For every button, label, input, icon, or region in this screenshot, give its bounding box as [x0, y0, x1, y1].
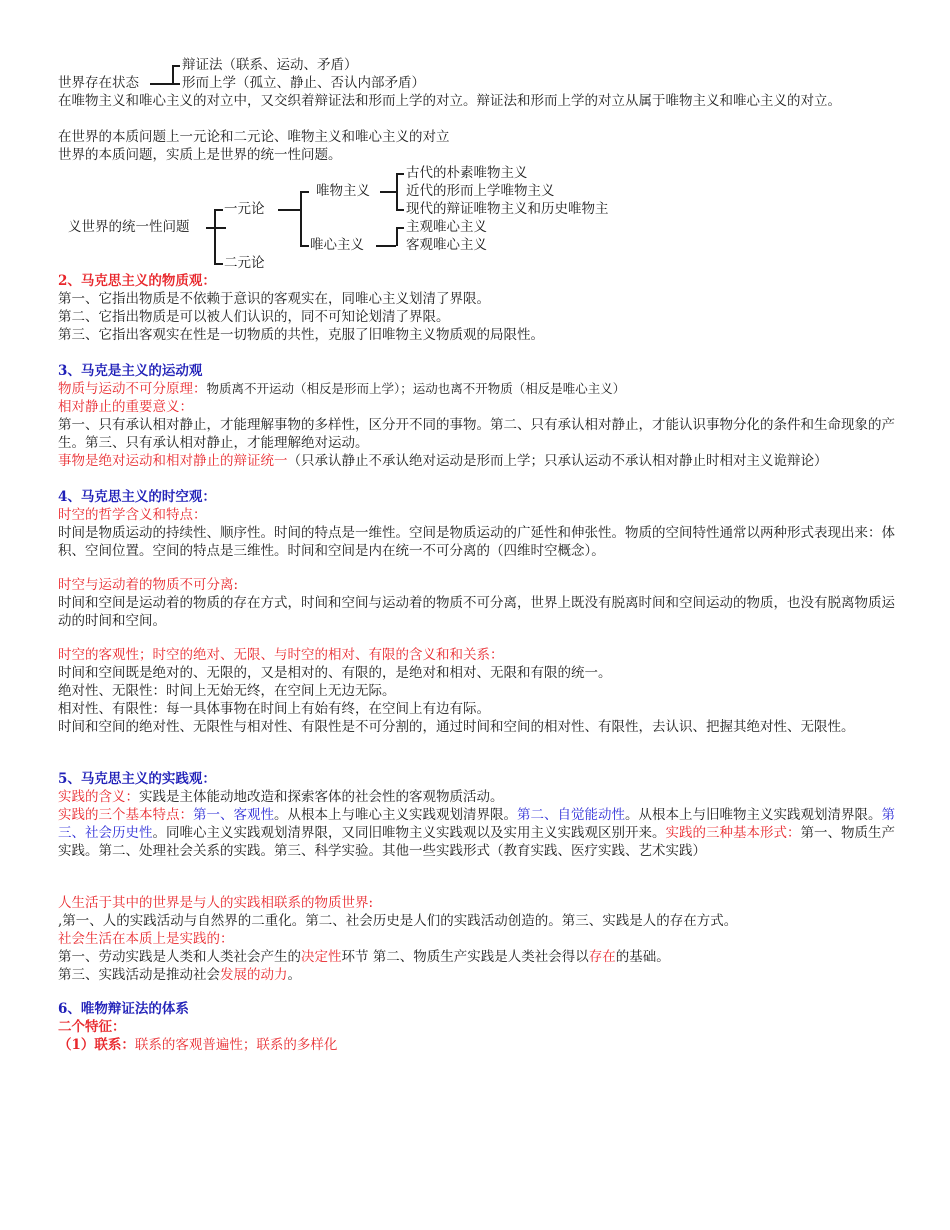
tree2-root: 义世界的统一性问题	[68, 219, 190, 235]
tree2-mat-item-contemporary: 现代的辩证唯物主义和历史唯物主	[406, 201, 609, 217]
tree2-materialism: 唯物主义	[316, 183, 370, 199]
s5-social-1c: 的基础。	[615, 949, 670, 965]
section-3-line-1	[58, 380, 898, 398]
tree2-monism: 一元论	[224, 201, 265, 217]
tree2-ideal-h	[376, 245, 396, 247]
s5-social-2-driving-force: 发展的动力	[220, 967, 288, 983]
s5-forms-label: 实践的三种基本形式：	[665, 825, 801, 841]
section-5-world-label: 人生活于其中的世界是与人的实践相联系的物质世界:	[58, 895, 374, 911]
tree1-branch-metaphysics: 形而上学（孤立、静止、否认内部矛盾）	[182, 75, 425, 91]
s5-def-label: 实践的含义：	[58, 789, 139, 805]
s6-item-text: 联系的客观普遍性；联系的多样化	[134, 1037, 338, 1053]
tree2-mat-h	[380, 191, 396, 193]
section-4-heading: 4、马克思主义的时空观：	[58, 489, 216, 505]
tree2-mat-item-modern: 近代的形而上学唯物主义	[406, 183, 555, 199]
section-2-heading: 2、马克思主义的物质观：	[58, 273, 216, 289]
s5-feature-1-text: 。从根本上与唯心主义实践观划清界限。	[274, 807, 517, 823]
s5-feature-2: 第二、自觉能动性	[517, 807, 625, 823]
s3-principle-label: 物质与运动不可分原理：	[58, 381, 207, 397]
section-4-para-3c: 相对性、有限性：每一具体事物在时间上有始有终，在空间上有边有际。	[58, 701, 490, 717]
section-4-para-3a: 时间和空间既是绝对的、无限的，又是相对的、有限的，是绝对和相对、无限和有限的统一。	[58, 665, 612, 681]
tree2-root-top	[214, 209, 223, 211]
tree2-root-v	[214, 209, 216, 263]
intro-paragraph-1: 在唯物主义和唯心主义的对立中，又交织着辩证法和形而上学的对立。辩证法和形而上学的对立从属于唯物主义和唯心主义的对立。	[58, 93, 841, 109]
tree2-ideal-v	[396, 227, 398, 246]
section-6-item-1	[58, 1036, 898, 1054]
tree2-ideal-top	[396, 227, 404, 229]
s5-feature-3-text: 。同唯心主义实践观划清界限，又同旧唯物主义实践观以及实用主义实践观区别开来。	[152, 825, 666, 841]
intro-paragraph-3: 世界的本质问题，实质上是世界的统一性问题。	[58, 147, 342, 163]
tree2-mat-bottom	[396, 209, 404, 211]
tree2-root-bottom	[214, 263, 223, 265]
s5-social-2b: 。	[287, 967, 301, 983]
section-3-line-4	[58, 452, 898, 470]
section-5-social-label: 社会生活在本质上是实践的：	[58, 931, 234, 947]
tree2-monism-bottom	[300, 245, 309, 247]
s5-social-1a: 第一、劳动实践是人类和人类社会产生的	[58, 949, 301, 965]
section-3-heading: 3、马克是主义的运动观	[58, 363, 203, 379]
tree2-mat-v	[396, 173, 398, 210]
section-4-sub-3: 时空的客观性；时空的绝对、无限、与时空的相对、有限的含义和和关系：	[58, 647, 504, 663]
section-3-line-2: 相对静止的重要意义：	[58, 399, 193, 415]
section-3-line-3: 第一、只有承认相对静止，才能理解事物的多样性，区分开不同的事物。第二、只有承认相对静止，才能认识事物分化的条件和生命现象的产生。第三、只有承认相对静止，才能理解绝对运动。	[58, 417, 895, 451]
section-6-heading: 6、唯物辩证法的体系	[58, 1001, 189, 1017]
tree1-root: 世界存在状态	[58, 75, 139, 91]
tree2-monism-h	[278, 209, 300, 211]
tree2-ideal-item-subjective: 主观唯心主义	[406, 219, 487, 235]
s5-forms-text: 第一、物质生产实践。第二、处理社会关系的实践。第三、科学实验。其他一些实践形式（教育实践、医疗实践、艺术实践）	[58, 825, 895, 859]
s3-principle-text: 物质离不开运动（相反是形而上学）；运动也离不开物质（相反是唯心主义）	[206, 381, 626, 396]
section-2-line-2: 第二、它指出物质是可以被人们认识的，同不可知论划清了界限。	[58, 309, 450, 325]
s5-social-1b: 环节 第二、物质生产实践是人类社会得以	[341, 949, 589, 965]
section-4-para-2: 时间和空间是运动着的物质的存在方式，时间和空间与运动着的物质不可分离，世界上既没有脱离时间和空间运动的物质，也没有脱离物质运动的时间和空间。	[58, 595, 895, 629]
s5-feature-1: 第一、客观性	[193, 807, 274, 823]
s5-feature-3: 第三、社会历史性	[58, 807, 895, 841]
s5-features-label: 实践的三个基本特点：	[58, 807, 193, 823]
intro-paragraph-2: 在世界的本质问题上一元论和二元论、唯物主义和唯心主义的对立	[58, 129, 450, 145]
s3-unity-text: （只承认静止不承认绝对运动是形而上学；只承认运动不承认相对静止时相对主义诡辩论）	[287, 453, 828, 469]
section-4-para-3d: 时间和空间的绝对性、无限性与相对性、有限性是不可分割的，通过时间和空间的相对性、有限性，去认识、把握其绝对性、无限性。	[58, 719, 855, 735]
s3-unity-label: 事物是绝对运动和相对静止的辩证统一	[58, 453, 288, 469]
tree2-mat-item-ancient: 古代的朴素唯物主义	[406, 165, 528, 181]
section-5-social-line-1	[58, 948, 898, 966]
tree2-idealism: 唯心主义	[310, 237, 364, 253]
section-6-sub: 二个特征：	[58, 1019, 126, 1035]
section-4-para-3b: 绝对性、无限性：时间上无始无终，在空间上无边无际。	[58, 683, 396, 699]
tree2-ideal-item-objective: 客观唯心主义	[406, 237, 487, 253]
s6-item-label: （1）联系：	[58, 1037, 135, 1053]
tree2-monism-v	[300, 191, 302, 245]
tree2-monism-top	[300, 191, 309, 193]
s5-def-text: 实践是主体能动地改造和探索客体的社会性的客观物质活动。	[139, 789, 504, 805]
section-5-social-line-2	[58, 966, 898, 984]
tree1-branch-dialectics: 辩证法（联系、运动、矛盾）	[182, 57, 358, 73]
section-4-sub-2: 时空与运动着的物质不可分离:	[58, 577, 239, 593]
s5-social-1-decisive: 决定性	[301, 949, 342, 965]
tree2-root-h	[206, 227, 226, 229]
section-5-world-line: ,第一、人的实践活动与自然界的二重化。第二、社会历史是人们的实践活动创造的。第三、实践是人的存在方式。	[58, 913, 738, 929]
section-2-line-3: 第三、它指出客观实在性是一切物质的共性，克服了旧唯物主义物质观的局限性。	[58, 327, 544, 343]
tree2-mat-top	[396, 173, 404, 175]
tree2-dualism: 二元论	[224, 255, 265, 271]
section-4-para-1: 时间是物质运动的持续性、顺序性。时间的特点是一维性。空间是物质运动的广延性和伸张性。物质的空间特性通常以两种形式表现出来：体积、空间位置。空间的特点是三维性。时间和空间是内在统一不可分离的（四维时空概念）。	[58, 525, 895, 559]
section-5-features	[58, 806, 898, 860]
section-4-sub-1: 时空的哲学含义和特点：	[58, 507, 207, 523]
section-5-definition	[58, 788, 898, 806]
tree-world-unity	[0, 0, 950, 280]
s5-feature-2-text: 。从根本上与旧唯物主义实践观划清界限。	[625, 807, 882, 823]
s5-social-1-existence: 存在	[588, 949, 616, 965]
section-5-heading: 5、马克思主义的实践观：	[58, 771, 216, 787]
s5-social-2a: 第三、实践活动是推动社会	[58, 967, 220, 983]
section-2-line-1: 第一、它指出物质是不依赖于意识的客观实在，同唯心主义划清了界限。	[58, 291, 490, 307]
